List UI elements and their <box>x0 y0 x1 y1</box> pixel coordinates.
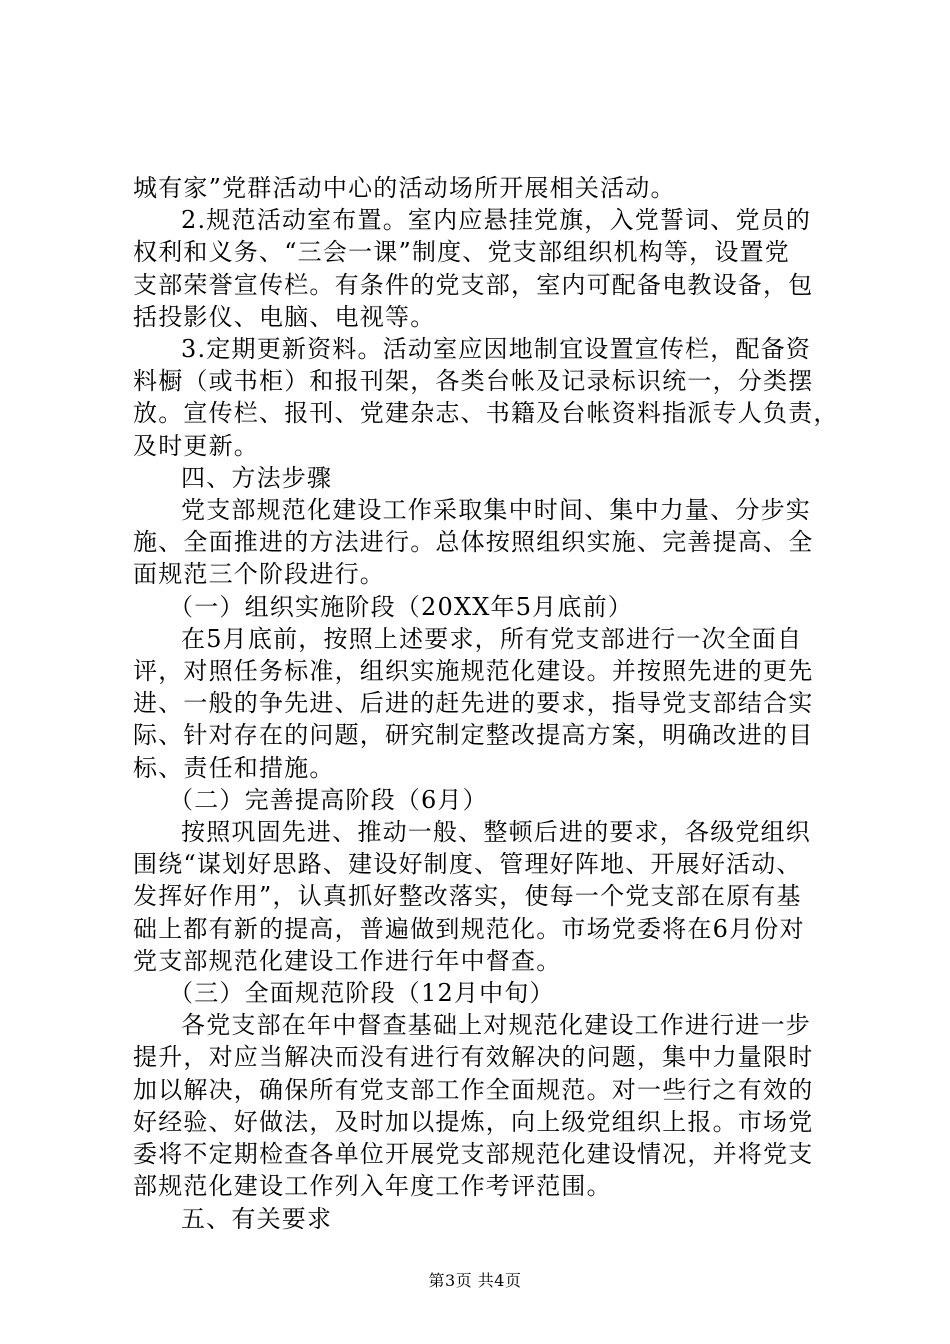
text-line: 各党支部在年中督查基础上对规范化建设工作进行进一步 <box>181 1011 811 1040</box>
text-line: 部规范化建设工作列入年度工作考评范围。 <box>133 1172 612 1201</box>
section-subheading <box>133 784 833 816</box>
text-line: 料橱（或书柜）和报刊架，各类台帐及记录标识统一，分类摆 <box>133 367 814 396</box>
text-line: 际、针对存在的问题，研究制定整改提高方案，明确改进的目 <box>133 721 814 750</box>
text-line: 提升，对应当解决而没有进行有效解决的问题，集中力量限时 <box>133 1043 814 1072</box>
text-line: 标、责任和措施。 <box>133 753 335 782</box>
text-line: 权利和义务、“三会一课”制度、党支部组织机构等，设置党 <box>133 238 790 267</box>
text-line: 发挥好作用”，认真抓好整改落实，使每一个党支部在原有基 <box>133 882 802 911</box>
paragraph <box>133 1009 833 1202</box>
text-line: 进、一般的争先进、后进的赶先进的要求，指导党支部结合实 <box>133 689 814 718</box>
text-line: 括投影仪、电脑、电视等。 <box>133 302 436 331</box>
text-line: 在5月底前，按照上述要求，所有党支部进行一次全面自 <box>181 624 803 653</box>
text-line: 好经验、好做法，及时加以提炼，向上级党组织上报。市场党 <box>133 1107 814 1136</box>
text-line: 五、有关要求 <box>181 1204 333 1233</box>
paragraph <box>133 333 839 462</box>
text-line: 放。宣传栏、报刊、党建杂志、书籍及台帐资料指派专人负责， <box>133 399 839 428</box>
text-line: 2.规范活动室布置。室内应悬挂党旗，入党誓词、党员的 <box>181 206 812 235</box>
text-line: 城有家”党群活动中心的活动场所开展相关活动。 <box>133 174 676 202</box>
paragraph <box>133 816 833 977</box>
paragraph-continuation <box>133 172 833 204</box>
text-line: 党支部规范化建设工作采取集中时间、集中力量、分步实 <box>181 496 811 525</box>
text-line: 3.定期更新资料。活动室应因地制宜设置宣传栏，配备资 <box>181 335 812 364</box>
section-subheading <box>133 977 833 1009</box>
page-footer <box>0 1271 950 1291</box>
text-line: 支部荣誉宣传栏。有条件的党支部，室内可配备电教设备，包 <box>133 270 814 299</box>
section-subheading <box>133 591 833 623</box>
text-line: 按照巩固先进、推动一般、整顿后进的要求，各级党组织 <box>181 818 811 847</box>
paragraph <box>133 494 833 591</box>
text-line: （三）全面规范阶段（12月中旬） <box>169 979 555 1008</box>
text-line: 评，对照任务标准，组织实施规范化建设。并按照先进的更先 <box>133 657 814 686</box>
page-number-label: 第3页 共4页 <box>428 1271 522 1290</box>
text-line: （二）完善提高阶段（6月） <box>169 785 488 814</box>
paragraph <box>133 462 833 494</box>
text-line: 础上都有新的提高，普遍做到规范化。市场党委将在6月份对 <box>133 914 805 943</box>
text-line: （一）组织实施阶段（20XX年5月底前） <box>169 592 633 621</box>
text-line: 施、全面推进的方法进行。总体按照组织实施、完善提高、全 <box>133 528 814 557</box>
paragraph <box>133 623 833 784</box>
paragraph <box>133 204 833 333</box>
text-line: 四、方法步骤 <box>181 463 333 492</box>
text-line: 委将不定期检查各单位开展党支部规范化建设情况，并将党支 <box>133 1140 814 1169</box>
text-line: 面规范三个阶段进行。 <box>133 560 385 589</box>
document-body <box>133 172 839 1235</box>
paragraph <box>133 1203 833 1235</box>
text-line: 加以解决，确保所有党支部工作全面规范。对一些行之有效的 <box>133 1075 814 1104</box>
text-line: 及时更新。 <box>133 431 259 460</box>
text-line: 党支部规范化建设工作进行年中督查。 <box>133 946 562 975</box>
text-line: 围绕“谋划好思路、建设好制度、管理好阵地、开展好活动、 <box>133 850 802 879</box>
